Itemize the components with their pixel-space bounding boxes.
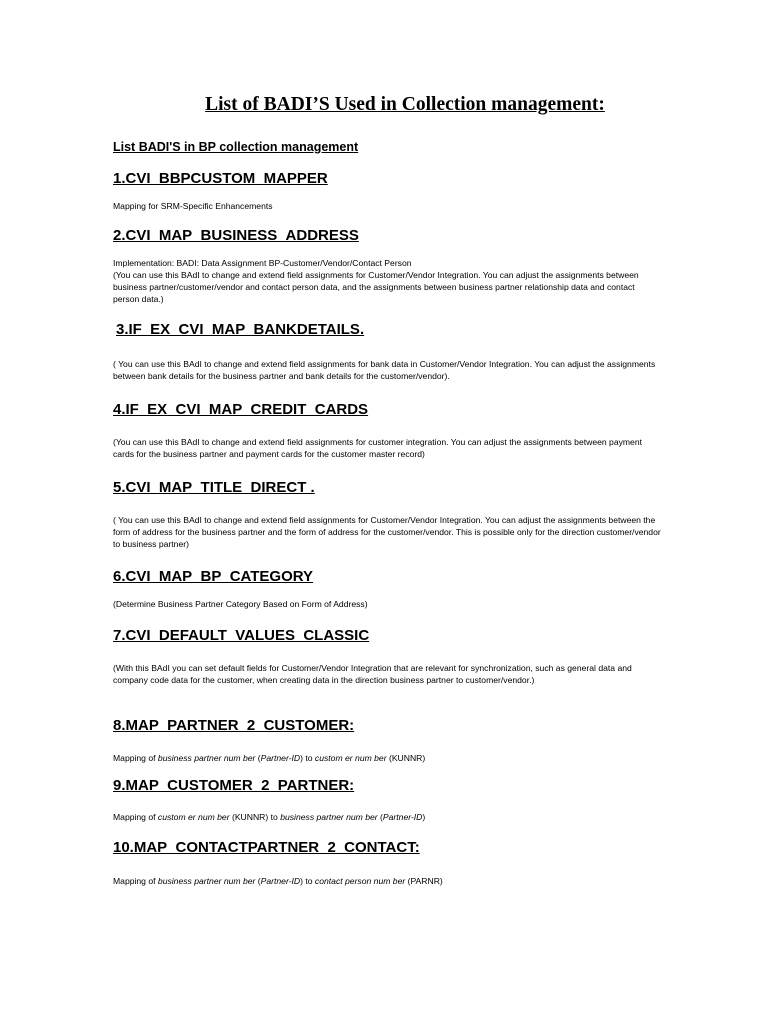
mapping-term: Partner-ID (260, 753, 301, 763)
mapping-term: business partner num ber (157, 876, 256, 886)
section-heading-3: 3.IF_EX_CVI_MAP_BANKDETAILS. (116, 321, 365, 338)
mapping-line-8 (113, 752, 658, 764)
section-text-5 (113, 514, 661, 550)
section-text-9 (113, 811, 658, 823)
mapping-sep: ( (255, 876, 261, 886)
mapping-suffix: (KUNNR) (386, 753, 426, 763)
section-heading-6: 6.CVI_MAP_BP_CATEGORY (113, 568, 314, 585)
section-heading-9: 9.MAP_CUSTOMER_2_PARTNER: (113, 777, 355, 794)
section-heading-4: 4.IF_EX_CVI_MAP_CREDIT_CARDS (113, 401, 369, 418)
section-heading-8: 8.MAP_PARTNER_2_CUSTOMER: (113, 717, 355, 734)
mapping-sep: (KUNNR) to (229, 812, 281, 822)
mapping-term: Partner-ID (260, 876, 301, 886)
section-5-line-1: ( You can use this BAdI to change and extend field assignments for Customer/Vendor Integration. You can adjust the assignments between the form of address for the business partner and the form of address for the customer/vendor. This is possible only for the direction customer/vendor to business partner) (113, 515, 661, 549)
mapping-sep: ( (377, 812, 383, 822)
mapping-prefix: Mapping of (113, 812, 158, 822)
mapping-term: Partner-ID (382, 812, 423, 822)
section-text-4 (113, 436, 661, 460)
mapping-term: business partner num ber (280, 812, 378, 822)
mapping-suffix: (PARNR) (405, 876, 443, 886)
section-heading-2: 2.CVI_MAP_BUSINESS_ADDRESS (113, 227, 359, 244)
section-text-1 (113, 200, 658, 212)
document-title: List of BADI’S Used in Collection management: (205, 94, 605, 115)
section-2-line-1: Implementation: BADI: Data Assignment BP-Customer/Vendor/Contact Person (113, 258, 412, 268)
section-6-line-1: (Determine Business Partner Category Based on Form of Address) (113, 599, 368, 609)
mapping-prefix: Mapping of (113, 876, 158, 886)
mapping-line-10 (113, 875, 658, 887)
mapping-sep: ( (255, 753, 261, 763)
section-heading-7: 7.CVI_DEFAULT_VALUES_CLASSIC (113, 627, 370, 644)
mapping-suffix: ) (422, 812, 426, 822)
section-heading-1: 1.CVI_BBPCUSTOM_MAPPER (113, 170, 328, 187)
document-subtitle: List BADI'S in BP collection management (113, 140, 359, 154)
mapping-prefix: Mapping of (113, 753, 158, 763)
mapping-sep: ) to (300, 876, 315, 886)
section-text-10 (113, 875, 658, 887)
section-heading-10: 10.MAP_CONTACTPARTNER_2_CONTACT: (113, 839, 420, 856)
mapping-term: business partner num ber (157, 753, 256, 763)
mapping-term: contact person num ber (314, 876, 406, 886)
section-7-line-1: (With this BAdI you can set default fields for Customer/Vendor Integration that are relevant for synchronization, such as general data and company code data for the customer, when creating data in the direction business partner to customer/vendor.) (113, 663, 632, 685)
section-1-line-1: Mapping for SRM-Specific Enhancements (113, 201, 273, 211)
section-text-7 (113, 662, 661, 686)
mapping-sep: ) to (300, 753, 315, 763)
mapping-term: custom er num ber (157, 812, 230, 822)
section-text-6 (113, 598, 658, 610)
section-2-line-2: (You can use this BAdI to change and extend field assignments for Customer/Vendor Integration. You can adjust the assignments between business partner/customer/vendor and contact person data, and the assignments between business partner relationship data and contact person data.) (113, 270, 639, 304)
section-heading-5: 5.CVI_MAP_TITLE_DIRECT . (113, 479, 315, 496)
section-4-line-1: (You can use this BAdI to change and extend field assignments for customer integration. You can adjust the assignments between payment cards for the business partner and payment cards for the customer master record) (113, 437, 643, 459)
section-text-3 (113, 358, 658, 382)
section-text-2 (113, 257, 658, 305)
section-text-8 (113, 752, 658, 764)
mapping-term: custom er num ber (314, 753, 387, 763)
section-3-line-1: ( You can use this BAdI to change and extend field assignments for bank data in Customer/Vendor Integration. You can adjust the assignments between bank details for the business partner and bank details for the customer/vendor). (113, 359, 656, 381)
mapping-line-9 (113, 811, 658, 823)
